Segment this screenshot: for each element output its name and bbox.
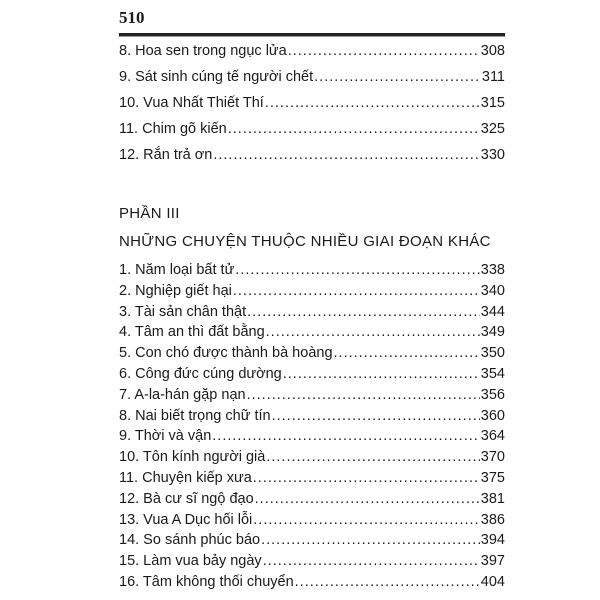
dot-leader: [334, 345, 480, 361]
part-title: NHỮNG CHUYỆN THUỘC NHIỀU GIAI ĐOẠN KHÁC: [119, 233, 491, 250]
toc-entry: [119, 69, 505, 95]
toc-entry: [119, 324, 505, 345]
toc-entry: [119, 428, 505, 449]
toc-entry: [119, 387, 505, 408]
entry-page: 338: [480, 262, 505, 278]
entry-title: 12. Rắn trả ơn: [119, 147, 213, 163]
entry-page: 354: [480, 365, 505, 382]
entry-title: 10. Vua Nhất Thiết Thí: [119, 95, 264, 111]
entry-title: 10. Tôn kính người già: [119, 449, 266, 466]
entry-title: 9. Sát sinh cúng tế người chết: [119, 69, 314, 85]
dot-leader: [253, 512, 480, 528]
entry-page: 325: [480, 121, 505, 137]
toc-entry: [119, 512, 505, 533]
dot-leader: [212, 428, 480, 444]
entry-title: 11. Chuyện kiếp xưa: [119, 469, 252, 486]
dot-leader: [314, 69, 481, 85]
toc-entry: [119, 574, 505, 595]
entry-page: 311: [481, 69, 505, 85]
entry-page: 386: [480, 511, 505, 528]
entry-title: 4. Tâm an thì đất bằng: [119, 324, 265, 341]
toc-entry: [119, 262, 505, 283]
toc-entry: [119, 491, 505, 512]
entry-page: 350: [480, 345, 505, 362]
part-label: PHẦN III: [119, 205, 180, 222]
entry-page: 315: [480, 95, 505, 111]
entry-page: 330: [480, 147, 505, 163]
entry-title: 2. Nghiệp giết hại: [119, 282, 232, 299]
entry-title: 5. Con chó được thành bà hoàng: [119, 345, 333, 362]
toc-list-part-2-end: [119, 43, 505, 173]
toc-entry: [119, 283, 505, 304]
toc-entry: [119, 366, 505, 387]
entry-page: 364: [480, 428, 505, 445]
dot-leader: [266, 449, 479, 465]
entry-page: 344: [480, 303, 505, 320]
entry-page: 340: [480, 282, 505, 299]
toc-entry: [119, 408, 505, 429]
entry-title: 7. A-la-hán gặp nạn: [119, 386, 246, 403]
dot-leader: [247, 387, 480, 403]
entry-title: 12. Bà cư sĩ ngộ đạo: [119, 490, 254, 507]
dot-leader: [263, 553, 480, 569]
dot-leader: [247, 304, 480, 320]
dot-leader: [288, 43, 480, 59]
entry-title: 16. Tâm không thối chuyển: [119, 573, 294, 590]
dot-leader: [233, 283, 480, 299]
entry-page: 381: [480, 490, 505, 507]
entry-title: 11. Chim gõ kiến: [119, 121, 227, 137]
dot-leader: [272, 408, 480, 424]
toc-list-part-3: [119, 262, 505, 595]
entry-page: 375: [480, 469, 505, 486]
entry-page: 356: [480, 386, 505, 403]
toc-entry: [119, 95, 505, 121]
dot-leader: [253, 470, 480, 486]
entry-title: 6. Công đức cúng dường: [119, 365, 282, 382]
entry-title: 13. Vua A Dục hối lỗi: [119, 511, 253, 528]
entry-page: 370: [480, 449, 505, 466]
dot-leader: [261, 532, 480, 548]
dot-leader: [228, 121, 480, 137]
dot-leader: [295, 574, 480, 590]
header-rule: [119, 33, 505, 37]
dot-leader: [213, 147, 479, 163]
entry-title: 9. Thời và vận: [119, 428, 212, 445]
entry-title: 8. Hoa sen trong ngục lửa: [119, 43, 287, 59]
toc-entry: [119, 43, 505, 69]
toc-entry: [119, 449, 505, 470]
entry-title: 1. Năm loại bất tử: [119, 262, 235, 278]
dot-leader: [235, 262, 480, 278]
dot-leader: [265, 95, 480, 111]
entry-page: 360: [480, 407, 505, 424]
toc-entry: [119, 532, 505, 553]
dot-leader: [283, 366, 480, 382]
entry-title: 15. Làm vua bảy ngày: [119, 553, 262, 570]
entry-page: 349: [480, 324, 505, 341]
toc-entry: [119, 470, 505, 491]
dot-leader: [255, 491, 480, 507]
toc-entry: [119, 553, 505, 574]
entry-page: 394: [480, 532, 505, 549]
entry-page: 404: [480, 573, 505, 590]
toc-entry: [119, 304, 505, 325]
entry-title: 3. Tài sản chân thật: [119, 303, 247, 320]
toc-entry: [119, 121, 505, 147]
toc-entry: [119, 147, 505, 173]
entry-page: 308: [480, 43, 505, 59]
page-number: 510: [119, 8, 145, 27]
entry-page: 397: [480, 553, 505, 570]
entry-title: 8. Nai biết trọng chữ tín: [119, 407, 271, 424]
toc-entry: [119, 345, 505, 366]
entry-title: 14. So sánh phúc báo: [119, 532, 261, 549]
dot-leader: [266, 324, 480, 340]
